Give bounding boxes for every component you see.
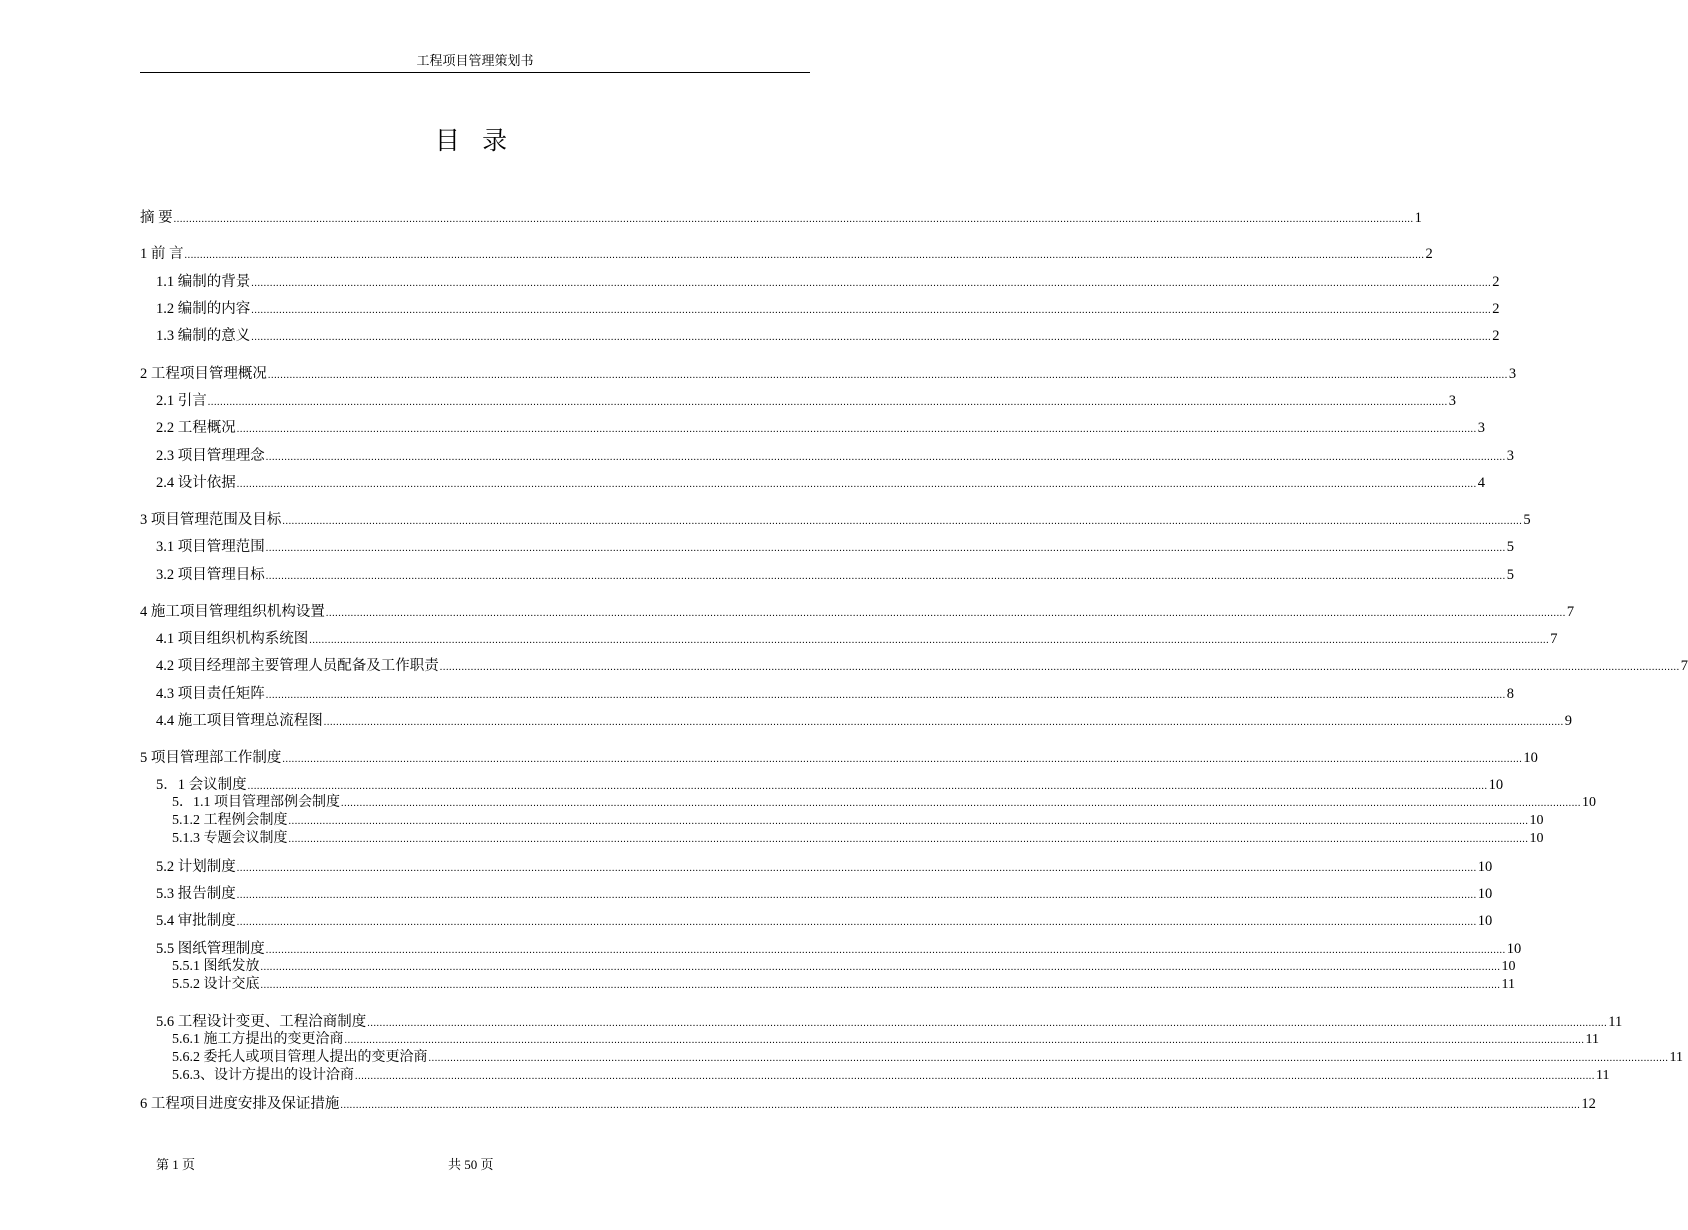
toc-entry[interactable] [156, 273, 1500, 291]
toc-dot-leader: ................................................................................................................................................................................................................................................................................................................................................................................................................ [288, 834, 1529, 845]
toc-entry[interactable] [172, 794, 1596, 812]
toc-entry[interactable] [156, 940, 1522, 958]
toc-entry-label: 5.1.2 工程例会制度 [172, 813, 288, 828]
toc-entry[interactable] [172, 1049, 1683, 1067]
toc-entry[interactable] [140, 1095, 1596, 1113]
toc-dot-leader: ................................................................................................................................................................................................................................................................................................................................................................................................................ [260, 980, 1501, 991]
toc-entry[interactable] [156, 630, 1558, 648]
page-header [140, 54, 810, 73]
toc-entry[interactable] [140, 365, 1517, 383]
toc-entry-page: 2 [1492, 328, 1500, 344]
toc-entry-label: 2.1 引言 [156, 393, 207, 409]
toc-entry-label: 2.3 项目管理理念 [156, 448, 265, 464]
toc-entry-label: 5.1.3 专题会议制度 [172, 831, 288, 846]
toc-entry[interactable] [172, 812, 1544, 830]
toc-entry-label: 3.1 项目管理范围 [156, 539, 265, 555]
toc-entry-label: 3.2 项目管理目标 [156, 567, 265, 583]
toc-entry-label: 5 项目管理部工作制度 [140, 750, 282, 766]
toc-dot-leader: ................................................................................................................................................................................................................................................................................................................................................................................................................ [439, 662, 1680, 673]
toc-entry[interactable] [156, 447, 1514, 465]
toc-entry-page: 11 [1585, 1032, 1599, 1047]
toc-entry[interactable] [172, 976, 1515, 994]
header-title: 工程项目管理策划书 [416, 53, 534, 68]
toc-entry-label: 5.5.1 图纸发放 [172, 959, 260, 974]
toc-entry-page: 7 [1680, 658, 1688, 674]
toc-dot-leader: ................................................................................................................................................................................................................................................................................................................................................................................................................ [236, 479, 1477, 490]
toc-dot-leader: ................................................................................................................................................................................................................................................................................................................................................................................................................ [265, 571, 1506, 582]
toc-entry-label: 5.6 工程设计变更、工程洽商制度 [156, 1014, 367, 1030]
toc-entry-label: 4.2 项目经理部主要管理人员配备及工作职责 [156, 658, 439, 674]
toc-entry-page: 10 [1477, 913, 1493, 929]
toc-dot-leader: ................................................................................................................................................................................................................................................................................................................................................................................................................ [236, 890, 1477, 901]
toc-entry-label: 4 施工项目管理组织机构设置 [140, 604, 325, 620]
document-title: 目 录 [434, 128, 516, 155]
toc-entry-label: 5.6.2 委托人或项目管理人提出的变更洽商 [172, 1050, 428, 1065]
toc-entry-page: 1 [1414, 210, 1422, 226]
toc-entry-page: 10 [1529, 813, 1544, 828]
toc-entry[interactable] [156, 419, 1485, 437]
toc-entry-page: 5 [1506, 539, 1514, 555]
toc-entry-page: 10 [1477, 886, 1493, 902]
toc-entry-label: 6 工程项目进度安排及保证措施 [140, 1096, 340, 1112]
toc-dot-leader: ................................................................................................................................................................................................................................................................................................................................................................................................................ [340, 1100, 1581, 1111]
toc-entry-page: 5 [1506, 567, 1514, 583]
toc-entry[interactable] [156, 912, 1493, 930]
toc-entry[interactable] [156, 657, 1688, 675]
toc-entry-label: 5.6.1 施工方提出的变更洽商 [172, 1032, 344, 1047]
toc-entry[interactable] [140, 603, 1575, 621]
toc-dot-leader: ................................................................................................................................................................................................................................................................................................................................................................................................................ [265, 543, 1506, 554]
toc-entry-page: 7 [1566, 604, 1575, 620]
toc-entry-label: 1 前 言 [140, 246, 184, 262]
toc-entry[interactable] [140, 245, 1433, 263]
toc-dot-leader: ................................................................................................................................................................................................................................................................................................................................................................................................................ [265, 945, 1506, 956]
toc-dot-leader: ................................................................................................................................................................................................................................................................................................................................................................................................................ [207, 397, 1448, 408]
toc-entry-page: 10 [1501, 959, 1516, 974]
toc-entry-label: 4.3 项目责任矩阵 [156, 686, 265, 702]
toc-entry-label: 2.2 工程概况 [156, 420, 236, 436]
toc-dot-leader: ................................................................................................................................................................................................................................................................................................................................................................................................................ [236, 424, 1477, 435]
toc-entry-page: 7 [1550, 631, 1558, 647]
toc-entry[interactable] [172, 1067, 1610, 1085]
toc-entry[interactable] [156, 327, 1500, 345]
toc-entry-label: 5.5.2 设计交底 [172, 977, 260, 992]
toc-dot-leader: ................................................................................................................................................................................................................................................................................................................................................................................................................ [265, 690, 1506, 701]
toc-entry-page: 10 [1529, 831, 1544, 846]
toc-entry[interactable] [156, 1013, 1623, 1031]
toc-entry[interactable] [172, 1031, 1599, 1049]
toc-dot-leader: ................................................................................................................................................................................................................................................................................................................................................................................................................ [236, 863, 1477, 874]
toc-entry-page: 5 [1523, 512, 1531, 528]
toc-entry[interactable] [140, 749, 1538, 767]
toc-entry-page: 4 [1477, 475, 1485, 491]
toc-dot-leader: ................................................................................................................................................................................................................................................................................................................................................................................................................ [282, 516, 1523, 527]
toc-entry-page: 3 [1506, 448, 1514, 464]
toc-entry-page: 11 [1669, 1050, 1683, 1065]
toc-entry-label: 摘 要 [140, 210, 173, 226]
toc-dot-leader: ................................................................................................................................................................................................................................................................................................................................................................................................................ [251, 332, 1492, 343]
toc-entry-label: 5．1 会议制度 [156, 777, 247, 793]
toc-dot-leader: ................................................................................................................................................................................................................................................................................................................................................................................................................ [428, 1053, 1669, 1064]
toc-entry[interactable] [156, 776, 1504, 794]
toc-entry-page: 2 [1492, 274, 1500, 290]
toc-entry-label: 5.3 报告制度 [156, 886, 236, 902]
toc-dot-leader: ................................................................................................................................................................................................................................................................................................................................................................................................................ [344, 1035, 1585, 1046]
footer-page-number: 第 1 页 [156, 1157, 196, 1172]
toc-dot-leader: ................................................................................................................................................................................................................................................................................................................................................................................................................ [309, 635, 1550, 646]
toc-entry-label: 5.5 图纸管理制度 [156, 941, 265, 957]
toc-dot-leader: ................................................................................................................................................................................................................................................................................................................................................................................................................ [184, 250, 1425, 261]
toc-dot-leader: ................................................................................................................................................................................................................................................................................................................................................................................................................ [282, 754, 1523, 765]
toc-entry-page: 8 [1506, 686, 1514, 702]
toc-entry[interactable] [156, 538, 1514, 556]
toc-entry-page: 10 [1582, 795, 1596, 810]
toc-entry-page: 2 [1492, 301, 1500, 317]
toc-entry[interactable] [156, 300, 1500, 318]
toc-entry-page: 10 [1488, 777, 1504, 793]
toc-entry-label: 5.4 审批制度 [156, 913, 236, 929]
toc-dot-leader: ................................................................................................................................................................................................................................................................................................................................................................................................................ [288, 816, 1529, 827]
toc-entry-label: 2.4 设计依据 [156, 475, 236, 491]
toc-entry-label: 1.3 编制的意义 [156, 328, 251, 344]
toc-dot-leader: ................................................................................................................................................................................................................................................................................................................................................................................................................ [341, 798, 1581, 809]
toc-entry-label: 3 项目管理范围及目标 [140, 512, 282, 528]
toc-dot-leader: ................................................................................................................................................................................................................................................................................................................................................................................................................ [267, 370, 1508, 381]
toc-dot-leader: ................................................................................................................................................................................................................................................................................................................................................................................................................ [236, 917, 1477, 928]
toc-entry-page: 3 [1508, 366, 1517, 382]
toc-dot-leader: ................................................................................................................................................................................................................................................................................................................................................................................................................ [247, 781, 1488, 792]
toc-entry[interactable] [140, 511, 1531, 529]
toc-entry-label: 5．1.1 项目管理部例会制度 [172, 795, 340, 810]
toc-entry-label: 2 工程项目管理概况 [140, 366, 267, 382]
toc-entry[interactable] [172, 958, 1516, 976]
toc-entry-page: 11 [1608, 1014, 1623, 1030]
toc-entry-label: 4.4 施工项目管理总流程图 [156, 713, 323, 729]
toc-entry-page: 12 [1581, 1096, 1596, 1112]
toc-entry[interactable] [156, 392, 1456, 410]
toc-entry-page: 3 [1448, 393, 1456, 409]
toc-entry-label: 1.2 编制的内容 [156, 301, 251, 317]
toc-dot-leader: ................................................................................................................................................................................................................................................................................................................................................................................................................ [265, 452, 1506, 463]
toc-dot-leader: ................................................................................................................................................................................................................................................................................................................................................................................................................ [367, 1018, 1608, 1029]
toc-dot-leader: ................................................................................................................................................................................................................................................................................................................................................................................................................ [251, 278, 1492, 289]
toc-entry[interactable] [156, 885, 1493, 903]
toc-entry-page: 10 [1523, 750, 1538, 766]
toc-entry-label: 5.2 计划制度 [156, 859, 236, 875]
toc-entry[interactable] [156, 712, 1572, 730]
toc-entry-page: 10 [1506, 941, 1522, 957]
toc-entry[interactable] [156, 685, 1514, 703]
toc-dot-leader: ................................................................................................................................................................................................................................................................................................................................................................................................................ [173, 214, 1414, 225]
toc-dot-leader: ................................................................................................................................................................................................................................................................................................................................................................................................................ [325, 608, 1566, 619]
toc-dot-leader: ................................................................................................................................................................................................................................................................................................................................................................................................................ [260, 962, 1501, 973]
toc-entry-page: 3 [1477, 420, 1485, 436]
toc-entry[interactable] [140, 209, 1422, 227]
toc-entry-label: 4.1 项目组织机构系统图 [156, 631, 309, 647]
toc-entry-page: 9 [1564, 713, 1572, 729]
toc-dot-leader: ................................................................................................................................................................................................................................................................................................................................................................................................................ [323, 717, 1564, 728]
toc-dot-leader: ................................................................................................................................................................................................................................................................................................................................................................................................................ [355, 1071, 1595, 1082]
toc-entry-page: 11 [1596, 1068, 1610, 1083]
toc-entry-page: 11 [1501, 977, 1515, 992]
toc-entry-page: 10 [1477, 859, 1493, 875]
toc-entry[interactable] [156, 858, 1493, 876]
toc-entry-page: 2 [1425, 246, 1433, 262]
toc-entry[interactable] [156, 566, 1514, 584]
toc-dot-leader: ................................................................................................................................................................................................................................................................................................................................................................................................................ [251, 305, 1492, 316]
footer-total-pages: 共 50 页 [448, 1157, 494, 1172]
toc-entry-label: 5.6.3、设计方提出的设计洽商 [172, 1068, 354, 1083]
toc-entry[interactable] [172, 830, 1544, 848]
toc-entry-label: 1.1 编制的背景 [156, 274, 251, 290]
toc-entry[interactable] [156, 474, 1485, 492]
